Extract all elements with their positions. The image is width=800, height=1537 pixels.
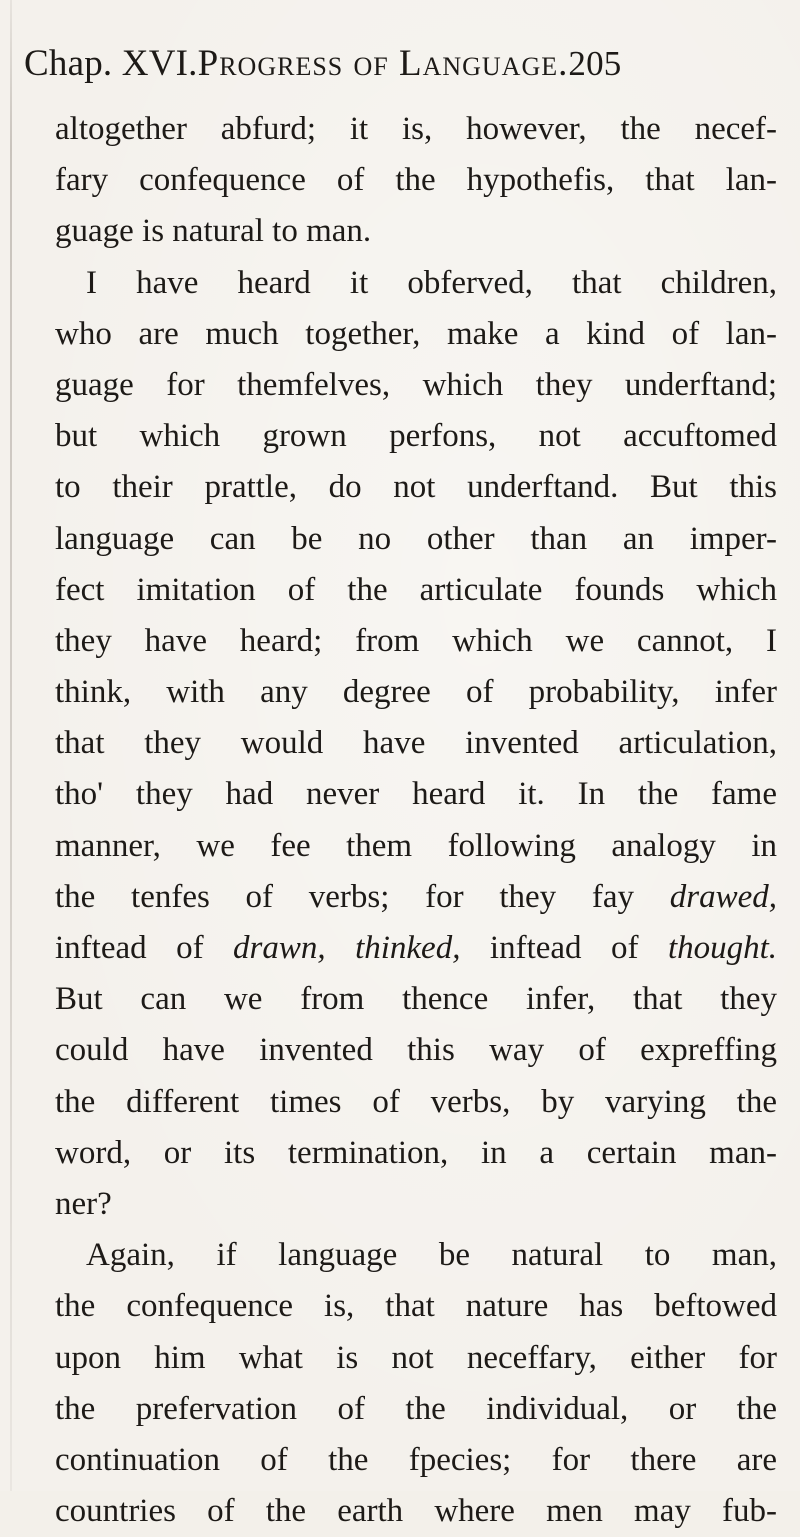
text-line-21: word, or its termination, in a certain man- [55, 1134, 777, 1171]
italic-thinked: thinked, [355, 930, 461, 966]
page-number: 205 [568, 44, 622, 83]
text-line-22: ner? [55, 1185, 112, 1222]
text-line-5: who are much together, make a kind of lan- [55, 315, 777, 352]
italic-drawn: drawn, [233, 930, 326, 966]
text-line-8: to their prattle, do not underftand. But this [55, 469, 777, 506]
text-line-25: upon him what is not neceffary, either for [55, 1339, 777, 1376]
text-line-4: I have heard it obferved, that children, [86, 264, 777, 301]
text-line-12: think, with any degree of probability, infer [55, 674, 777, 711]
text-line-20: the different times of verbs, by varying the [55, 1083, 777, 1120]
text-line-17-roman-2: inftead of [489, 930, 639, 966]
text-line-18: But can we from thence infer, that they [55, 981, 777, 1018]
text-line-15: manner, we fee them following analogy in [55, 827, 777, 864]
text-line-14: tho' they had never heard it. In the fame [55, 776, 777, 813]
text-line-10: fect imitation of the articulate founds which [55, 571, 777, 608]
text-line-3: guage is natural to man. [55, 213, 372, 250]
text-line-13: that they would have invented articulation, [55, 725, 777, 762]
italic-drawed: drawed, [669, 878, 777, 915]
text-line-7: but which grown perfons, not accuftomed [55, 418, 777, 455]
text-line-17 [55, 923, 777, 974]
text-line-24: the confequence is, that nature has beftowed [55, 1288, 777, 1325]
text-line-27: continuation of the fpecies; for there are [55, 1441, 777, 1478]
text-line-28: countries of the earth where men may fub- [55, 1493, 777, 1530]
text-line-16-roman: the tenfes of verbs; for they fay [55, 878, 635, 915]
body-text [55, 104, 777, 1537]
running-header [24, 42, 764, 98]
text-line-6: guage for themfelves, which they underftand; [55, 366, 777, 403]
italic-thought: thought. [667, 930, 778, 966]
text-line-23: Again, if language be natural to man, [86, 1237, 777, 1274]
text-line-2: fary confequence of the hypothefis, that lan- [55, 162, 777, 199]
text-line-19: could have invented this way of expreffing [55, 1032, 777, 1069]
text-line-11: they have heard; from which we cannot, I [55, 622, 777, 659]
page-gutter-shadow [10, 0, 12, 1491]
text-line-17-roman: inftead of [55, 930, 204, 966]
text-line-1: altogether abfurd; it is, however, the necef- [55, 111, 777, 147]
chapter-label: Chap. XVI. [24, 43, 198, 84]
text-line-26: the prefervation of the individual, or the [55, 1390, 777, 1427]
text-line-9: language can be no other than an imper- [55, 520, 777, 557]
text-line-16 [55, 872, 777, 923]
header-title: Progress of Language. [197, 43, 569, 84]
